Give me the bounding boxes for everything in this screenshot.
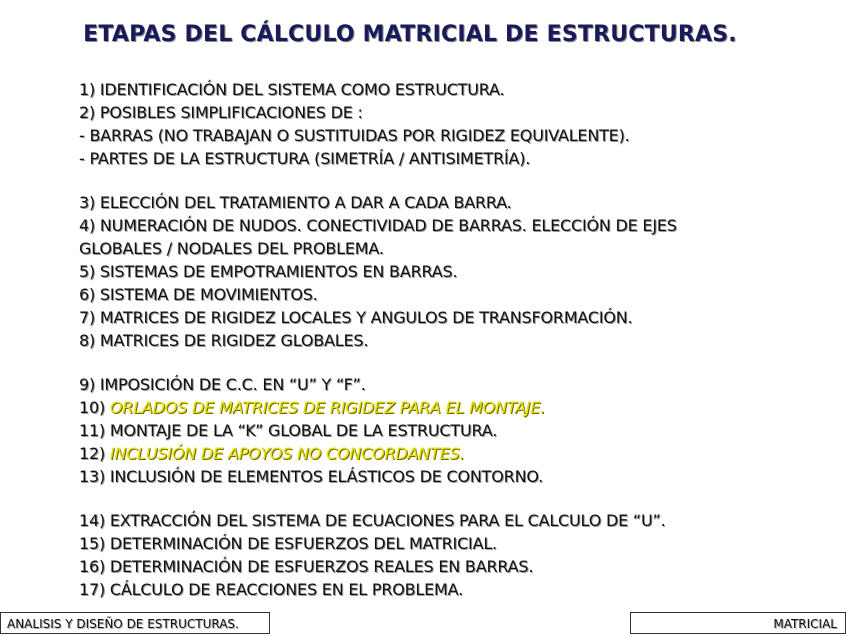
step-4-cont: GLOBALES / NODALES DEL PROBLEMA.: [79, 239, 384, 258]
step-1: 1) IDENTIFICACIÓN DEL SISTEMA COMO ESTRUCTURA.: [79, 80, 505, 99]
step-17: 17) CÁLCULO DE REACCIONES EN EL PROBLEMA.: [79, 580, 463, 599]
step-10-number: 10): [79, 398, 106, 417]
step-12: [79, 444, 464, 464]
step-9: 9) IMPOSICIÓN DE C.C. EN “U” Y “F”.: [79, 375, 366, 394]
page-title: ETAPAS DEL CÁLCULO MATRICIAL DE ESTRUCTURAS.: [83, 22, 737, 47]
step-11: 11) MONTAJE DE LA “K” GLOBAL DE LA ESTRUCTURA.: [79, 421, 498, 440]
step-10-text: ORLADOS DE MATRICES DE RIGIDEZ PARA EL MONTAJE.: [109, 398, 545, 417]
step-2-sub-bars: - BARRAS (NO TRABAJAN O SUSTITUIDAS POR RIGIDEZ EQUIVALENTE).: [79, 126, 630, 145]
step-10: [79, 398, 545, 418]
step-4: 4) NUMERACIÓN DE NUDOS. CONECTIVIDAD DE BARRAS. ELECCIÓN DE EJES: [79, 216, 677, 235]
footer-section-label: MATRICIAL: [630, 612, 846, 634]
step-5: 5) SISTEMAS DE EMPOTRAMIENTOS EN BARRAS.: [79, 262, 458, 281]
footer-course-label: ANALISIS Y DISEÑO DE ESTRUCTURAS.: [0, 612, 270, 634]
step-15: 15) DETERMINACIÓN DE ESFUERZOS DEL MATRICIAL.: [79, 534, 497, 553]
step-12-number: 12): [79, 444, 106, 463]
step-2: 2) POSIBLES SIMPLIFICACIONES DE :: [79, 103, 363, 122]
step-7: 7) MATRICES DE RIGIDEZ LOCALES Y ANGULOS DE TRANSFORMACIÓN.: [79, 308, 633, 327]
step-8: 8) MATRICES DE RIGIDEZ GLOBALES.: [79, 331, 369, 350]
step-3: 3) ELECCIÓN DEL TRATAMIENTO A DAR A CADA BARRA.: [79, 193, 512, 212]
step-16: 16) DETERMINACIÓN DE ESFUERZOS REALES EN BARRAS.: [79, 557, 534, 576]
step-14: 14) EXTRACCIÓN DEL SISTEMA DE ECUACIONES PARA EL CALCULO DE “U”.: [79, 511, 666, 530]
step-13: 13) INCLUSIÓN DE ELEMENTOS ELÁSTICOS DE CONTORNO.: [79, 467, 543, 486]
step-6: 6) SISTEMA DE MOVIMIENTOS.: [79, 285, 318, 304]
step-2-sub-parts: - PARTES DE LA ESTRUCTURA (SIMETRÍA / ANTISIMETRÍA).: [79, 149, 531, 168]
step-12-text: INCLUSIÓN DE APOYOS NO CONCORDANTES.: [109, 444, 465, 463]
